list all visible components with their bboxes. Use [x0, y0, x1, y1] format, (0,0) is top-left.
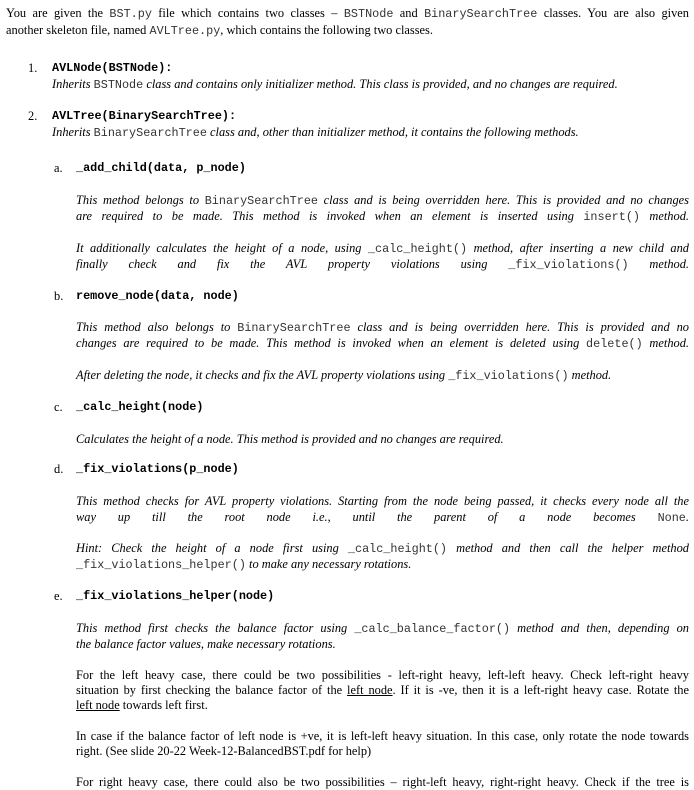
sub-e-p2-line3: left node towards left first.	[76, 698, 208, 712]
sub-b-title: remove_node(data, node)	[76, 289, 239, 303]
sub-a-p2-line1: It additionally calculates the height of a node, using _calc_height() method, after inserting a new child and	[76, 241, 689, 256]
sub-c-title: _calc_height(node)	[76, 400, 204, 414]
item-1-number: 1.	[28, 61, 38, 75]
sub-d-p2-line1: Hint: Check the height of a node first using _calc_height() method and then call the helper method	[76, 541, 689, 556]
sub-b-p2: After deleting the node, it checks and fix the AVL property violations using _fix_violations() method.	[76, 368, 612, 383]
sub-e-title: _fix_violations_helper(node)	[76, 589, 275, 603]
sub-e-p2-line2: situation by first checking the balance factor of the left node. If it is -ve, then it is a left-right heavy case. Rotate the	[76, 683, 689, 697]
item-2-number: 2.	[28, 109, 38, 123]
sub-a-label: a.	[54, 161, 63, 175]
sub-a-title: _add_child(data, p_node)	[76, 161, 246, 175]
sub-b-p1-line2: changes are required to be made. This method is invoked when an element is deleted using delete() method.	[76, 336, 689, 351]
item-1-description: Inherits BSTNode class and contains only initializer method. This class is provided, and no changes are required.	[52, 77, 618, 92]
sub-b-p1-line1: This method also belongs to BinarySearchTree class and is being overridden here. This is provided and no	[76, 320, 690, 335]
sub-e-p2-line1: For the left heavy case, there could be two possibilities - left-right heavy, left-left heavy. Check left-right heavy	[76, 668, 689, 682]
item-2-description: Inherits BinarySearchTree class and, other than initializer method, it contains the following methods.	[52, 125, 579, 140]
sub-e-p1-line2: the balance factor values, make necessary rotations.	[76, 637, 336, 651]
sub-d-p2-line2: _fix_violations_helper() to make any necessary rotations.	[76, 557, 412, 572]
sub-e-label: e.	[54, 589, 63, 603]
sub-b-label: b.	[54, 289, 64, 303]
sub-a-p2-line2: finally check and fix the AVL property violations using _fix_violations() method.	[76, 257, 690, 272]
intro-line-2: another skeleton file, named AVLTree.py, which contains the following two classes.	[6, 23, 433, 38]
sub-c-label: c.	[54, 400, 63, 414]
sub-e-p1-line1: This method first checks the balance factor using _calc_balance_factor() method and then, depending on	[76, 621, 689, 636]
sub-d-label: d.	[54, 462, 64, 476]
item-1-title: AVLNode(BSTNode):	[52, 61, 173, 75]
item-2-title: AVLTree(BinarySearchTree):	[52, 109, 237, 123]
sub-d-p1-line2: way up till the root node i.e., until the parent of a node becomes None.	[76, 510, 689, 525]
sub-e-p4-line1: For right heavy case, there could also be two possibilities – right-left heavy, right-right heavy. Check if the tree is	[76, 775, 689, 789]
sub-a-p1-line2: are required to be made. This method is invoked when an element is inserted using insert() method.	[76, 209, 689, 224]
sub-c-p1: Calculates the height of a node. This method is provided and no changes are required.	[76, 432, 504, 446]
intro-line-1: You are given the BST.py file which contains two classes – BSTNode and BinarySearchTree classes. You are also given	[6, 6, 689, 21]
sub-a-p1-line1: This method belongs to BinarySearchTree class and is being overridden here. This is provided and no changes	[76, 193, 689, 208]
sub-e-p3-line2: right. (See slide 20-22 Week-12-BalancedBST.pdf for help)	[76, 744, 372, 758]
sub-d-title: _fix_violations(p_node)	[76, 462, 239, 476]
sub-d-p1-line1: This method checks for AVL property violations. Starting from the node being passed, it checks every node all the	[76, 494, 689, 508]
sub-e-p3-line1: In case if the balance factor of left node is +ve, it is left-left heavy situation. In this case, only rotate the node towards	[76, 729, 689, 743]
